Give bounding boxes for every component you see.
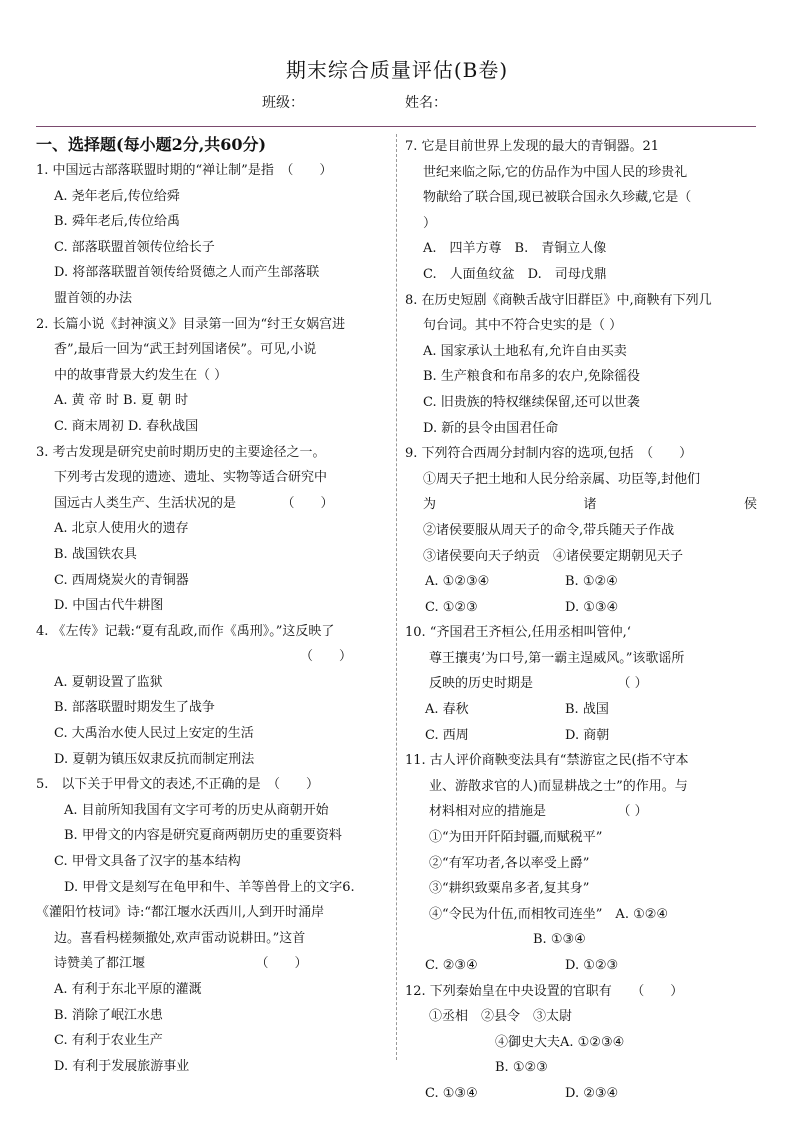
question-9-item-1-word: 诸 — [583, 497, 597, 513]
question-6-stem: 《灌阳竹枝词》诗:“都江堰水沃西川,人到开时涌岸 — [36, 905, 325, 921]
question-9-stem: 9. 下列符合西周分封制内容的选项,包括 （ ） — [405, 446, 693, 462]
question-8-stem-line: 句台词。其中不符合史实的是（ ） — [423, 318, 623, 334]
question-10-stem-line: 反映的历史时期是 （ ） — [429, 676, 648, 692]
question-3-option-b: B. 战国铁农具 — [54, 546, 137, 562]
question-10-option-d: D. 商朝 — [565, 727, 610, 743]
question-9-item-1-word: 侯 — [743, 497, 757, 513]
question-2-options-cd: C. 商末周初 D. 春秋战国 — [54, 418, 199, 434]
question-9-option-d: D. ①③④ — [565, 599, 619, 615]
question-4-option-c: C. 大禹治水使人民过上安定的生活 — [54, 726, 254, 742]
question-9-item-1-word: 为 — [423, 497, 437, 513]
question-2-stem: 2. 长篇小说《封神演义》目录第一回为“纣王女娲宫进 — [36, 316, 346, 332]
question-1-option-a: A. 尧年老后,传位给舜 — [54, 188, 180, 204]
question-12-option-c: C. ①③④ — [425, 1085, 478, 1101]
question-6-option-d: D. 有利于发展旅游事业 — [54, 1058, 190, 1074]
question-9-options-ab — [405, 569, 757, 595]
right-column — [405, 134, 757, 1107]
question-11-option-c: C. ②③④ — [425, 958, 478, 973]
question-9-option-c: C. ①②③ — [425, 599, 478, 615]
question-3-stem: 3. 考古发现是研究史前时期历史的主要途径之一。 — [36, 444, 326, 460]
question-6-option-c: C. 有利于农业生产 — [54, 1033, 163, 1049]
question-3-option-c: C. 西周烧炭火的青铜器 — [54, 572, 189, 588]
question-12-option-d: D. ②③④ — [565, 1085, 619, 1101]
question-11-item-1: ①“为田开阡陌封疆,而赋税平” — [429, 830, 603, 846]
question-10-options-cd — [405, 723, 757, 749]
question-11-item-4: ④“令民为什伍,而相牧司连坐” A. ①②④ — [429, 906, 669, 922]
question-10-option-a: A. 春秋 — [425, 702, 469, 718]
question-8-option-b: B. 生产粮食和布帛多的农户,免除徭役 — [423, 369, 640, 385]
question-7-stem: 7. 它是目前世界上发现的最大的青铜器。21 — [405, 139, 660, 154]
question-2-stem-line: 香”,最后一回为“武王封列国诸侯”。可见,小说 — [54, 342, 317, 358]
question-7-stem-line: ） — [423, 215, 437, 231]
question-9-item-2: ②诸侯要服从周天子的命令,带兵随天子作战 — [423, 522, 675, 538]
question-3-stem-line: 下列考古发现的遗迹、遗址、实物等适合研究中 — [54, 470, 328, 486]
question-12-items-1-3: ①丞相 ②县令 ③太尉 — [429, 1009, 573, 1025]
question-4-answer-bracket: （ ） — [300, 649, 353, 665]
question-5-option-d: D. 甲骨文是刻写在龟甲和牛、羊等兽骨上的文字6. — [64, 879, 355, 895]
question-4-option-d: D. 夏朝为镇压奴隶反抗而制定刑法 — [54, 751, 255, 767]
question-11-stem-line: 材料相对应的措施是 （ ） — [429, 804, 648, 820]
question-3-stem-line: 国远古人类生产、生活状况的是 （ ） — [54, 495, 334, 511]
question-1-option-d-cont: 盟首领的办法 — [54, 290, 133, 306]
question-10-options-ab — [405, 697, 757, 723]
question-10-stem-line: 尊王攘夷’为口号,第一霸主逞威风。”该歌谣所 — [429, 650, 685, 666]
question-6-stem-line: 诗赞美了都江堰 （ ） — [54, 956, 308, 972]
question-12-option-b: B. ①②③ — [495, 1060, 548, 1076]
question-1-option-b: B. 舜年老后,传位给禹 — [54, 214, 180, 230]
question-5-option-c: C. 甲骨文具备了汉字的基本结构 — [54, 854, 241, 870]
header-divider — [36, 126, 756, 127]
question-11-option-d: D. ①②③ — [565, 958, 619, 973]
name-label: 姓名： — [405, 95, 447, 111]
question-3-option-a: A. 北京人使用火的遗存 — [54, 521, 189, 537]
question-11-item-3: ③“耕织致粟帛多者,复其身” — [429, 881, 590, 897]
question-1-option-d: D. 将部落联盟首领传给贤德之人而产生部落联 — [54, 265, 320, 281]
question-11-option-b: B. ①③④ — [533, 932, 586, 948]
question-8-option-d: D. 新的县令由国君任命 — [423, 420, 559, 436]
question-2-stem-line: 中的故事背景大约发生在（ ） — [54, 367, 228, 383]
question-12-item-4: ④御史大夫A. ①②③④ — [495, 1034, 625, 1050]
page-title: 期末综合质量评估(B卷) — [285, 58, 509, 82]
question-1-option-c: C. 部落联盟首领传位给长子 — [54, 239, 215, 255]
question-6-option-b: B. 消除了岷江水患 — [54, 1007, 163, 1023]
question-9-item-1: ①周天子把土地和人民分给亲属、功臣等,封他们 — [423, 471, 701, 487]
column-divider — [396, 134, 397, 1060]
question-7-options-cd: C. 人面鱼纹盆 D. 司母戊鼎 — [423, 266, 607, 282]
question-9-option-a: A. ①②③④ — [425, 574, 490, 590]
question-7-stem-line: 物献给了联合国,现已被联合国永久珍藏,它是（ — [423, 190, 692, 206]
question-12-stem: 12. 下列秦始皇在中央设置的官职有 （ ） — [405, 983, 684, 999]
question-8-option-c: C. 旧贵族的特权继续保留,还可以世袭 — [423, 394, 640, 410]
question-8-option-a: A. 国家承认土地私有,允许自由买卖 — [423, 343, 627, 359]
question-10-stem: 10. “齐国君王齐桓公,任用丞相叫管仲,‘ — [405, 625, 631, 641]
question-6-option-a: A. 有利于东北平原的灌溉 — [54, 982, 202, 997]
left-column — [36, 134, 388, 1079]
class-label: 班级： — [262, 95, 304, 111]
question-11-options-cd — [405, 953, 757, 979]
question-11-stem: 11. 古人评价商鞅变法具有“禁游宦之民(指不守本 — [405, 753, 689, 769]
question-9-item-1-cont — [405, 492, 757, 518]
question-9-option-b: B. ①②④ — [565, 574, 618, 590]
question-7-options-ab: A. 四羊方尊 B. 青铜立人像 — [423, 241, 607, 257]
question-2-options-ab: A. 黄 帝 时 B. 夏 朝 时 — [54, 393, 189, 409]
question-1-stem: 1. 中国远古部落联盟时期的“禅让制”是指 （ ） — [36, 163, 333, 178]
question-12-options-cd — [405, 1081, 757, 1107]
question-6-stem-line: 边。喜看杩槎频撤处,欢声雷动说耕田。”这首 — [54, 930, 306, 946]
section-heading: 一、选择题(每小题2分,共60分) — [36, 135, 267, 154]
question-7-stem-line: 世纪来临之际,它的仿品作为中国人民的珍贵礼 — [423, 164, 688, 180]
question-4-option-b: B. 部落联盟时期发生了战争 — [54, 700, 215, 716]
question-11-item-2: ②“有军功者,各以率受上爵” — [429, 855, 590, 871]
question-5-option-b: B. 甲骨文的内容是研究夏商两朝历史的重要资料 — [64, 828, 342, 844]
question-5-option-a: A. 目前所知我国有文字可考的历史从商朝开始 — [64, 802, 329, 818]
question-4-option-a: A. 夏朝设置了监狱 — [54, 674, 163, 690]
question-3-option-d: D. 中国古代牛耕图 — [54, 598, 164, 614]
question-8-stem: 8. 在历史短剧《商鞅舌战守旧群臣》中,商鞅有下列几 — [405, 292, 712, 308]
question-10-option-c: C. 西周 — [425, 727, 469, 743]
question-9-items-3-4: ③诸侯要向天子纳贡 ④诸侯要定期朝见天子 — [423, 548, 684, 564]
question-9-options-cd — [405, 595, 757, 621]
question-4-stem: 4. 《左传》记载:“夏有乱政,而作《禹刑》。”这反映了 — [36, 623, 335, 639]
question-11-stem-line: 业、游散求官的人)而显耕战之士”的作用。与 — [429, 778, 688, 794]
question-5-stem: 5. 以下关于甲骨文的表述,不正确的是 （ ） — [36, 777, 320, 793]
question-10-option-b: B. 战国 — [565, 702, 609, 718]
